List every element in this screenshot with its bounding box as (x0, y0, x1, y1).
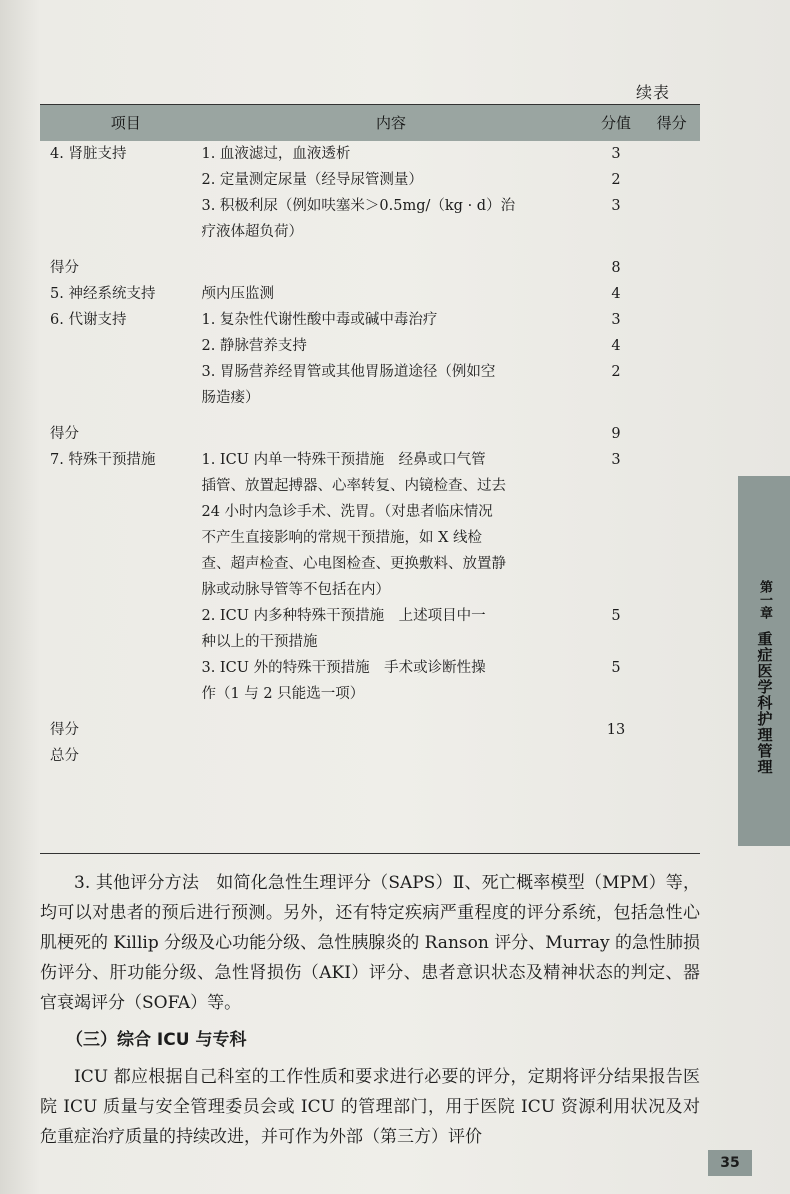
content-line: 颅内压监测 (201, 286, 274, 302)
side-tab-chapter: 第一章 (757, 580, 772, 619)
cell-item: 7. 特殊干预措施 (50, 452, 156, 468)
cell-content (201, 743, 588, 769)
table-row (40, 603, 700, 655)
cell-item: 5. 神经系统支持 (50, 286, 156, 302)
table-row (40, 167, 700, 193)
cell-content (201, 421, 588, 447)
cell-score (643, 167, 700, 193)
header-value: 分值 (589, 105, 644, 142)
content-line: 肠造瘘） (201, 390, 260, 406)
cell-item (40, 167, 201, 193)
cell-value: 9 (611, 426, 621, 442)
content-line: 2. 定量测定尿量（经导尿管测量） (201, 172, 423, 188)
table-row (40, 743, 700, 769)
cell-content (201, 307, 588, 333)
content-line: 1. 复杂性代谢性酸中毒或碱中毒治疗 (201, 312, 438, 328)
content-line: 疗液体超负荷） (201, 224, 303, 240)
cell-score (643, 333, 700, 359)
cell-item: 总分 (50, 748, 79, 764)
header-content: 内容 (201, 105, 588, 142)
cell-value (589, 743, 644, 769)
table-subtotal-row (40, 717, 700, 743)
paragraph-other-methods (40, 868, 700, 1018)
cell-item (40, 655, 201, 707)
cell-value: 13 (606, 722, 626, 738)
cell-value: 4 (611, 338, 621, 354)
cell-score (643, 193, 700, 245)
cell-item: 4. 肾脏支持 (50, 146, 127, 162)
cell-value: 5 (611, 660, 621, 676)
cell-content (201, 603, 588, 655)
table-bottom-rule (40, 853, 700, 854)
cell-value: 3 (611, 312, 621, 328)
cell-score (643, 421, 700, 447)
content-line: 1. 血液滤过，血液透析 (201, 146, 351, 162)
table-body (40, 141, 700, 769)
paragraph-icu-specialty-text: ICU 都应根据自己科室的工作性质和要求进行必要的评分，定期将评分结果报告医院 ICU 质量与安全管理委员会或 ICU 的管理部门，用于医院 ICU 资源利用状况及对危重症治疗质量的持续改进，并可作为外部（第三方）评价 (40, 1067, 700, 1147)
content-line: 脉或动脉导管等不包括在内） (201, 582, 390, 598)
content-line: 查、超声检查、心电图检查、更换敷料、放置静 (201, 556, 506, 572)
table-row (40, 333, 700, 359)
table-row (40, 141, 700, 167)
cell-score (643, 743, 700, 769)
table-header-row (40, 105, 700, 142)
table-row (40, 281, 700, 307)
table-row (40, 655, 700, 707)
table-row (40, 193, 700, 245)
cell-content (201, 167, 588, 193)
cell-score (643, 281, 700, 307)
cell-value: 3 (611, 146, 621, 162)
cell-content (201, 141, 588, 167)
cell-item (40, 193, 201, 245)
content-line: 3. ICU 外的特殊干预措施 手术或诊断性操 (201, 660, 486, 676)
cell-item (40, 359, 201, 411)
cell-value: 8 (611, 260, 621, 276)
content-line: 不产生直接影响的常规干预措施，如 X 线检 (201, 530, 483, 546)
cell-score (643, 359, 700, 411)
content-line: 3. 积极利尿（例如呋塞米＞0.5mg/（kg · d）治 (201, 198, 516, 214)
cell-item: 得分 (50, 722, 79, 738)
cell-content (201, 255, 588, 281)
cell-value: 2 (611, 172, 621, 188)
cell-score (643, 447, 700, 603)
content-line: 3. 胃肠营养经胃管或其他胃肠道途径（例如空 (201, 364, 496, 380)
chapter-side-tab-text (744, 580, 784, 775)
content-line: 2. 静脉营养支持 (201, 338, 307, 354)
page-number: 35 (708, 1150, 752, 1176)
table-gap (40, 411, 700, 421)
cell-score (643, 655, 700, 707)
content-line: 1. ICU 内单一特殊干预措施 经鼻或口气管 (201, 452, 486, 468)
section-heading: （三）综合 ICU 与专科 (66, 1030, 247, 1050)
content-line: 24 小时内急诊手术、洗胃。（对患者临床情况 (201, 504, 493, 520)
cell-value: 4 (611, 286, 621, 302)
content-line: 种以上的干预措施 (201, 634, 318, 650)
cell-content (201, 359, 588, 411)
cell-score (643, 255, 700, 281)
cell-item: 得分 (50, 426, 79, 442)
content-line: 作（1 与 2 只能选一项） (201, 686, 365, 702)
cell-score (643, 307, 700, 333)
score-table (40, 104, 700, 769)
cell-item (40, 603, 201, 655)
cell-content (201, 193, 588, 245)
table-row (40, 307, 700, 333)
cell-value: 5 (611, 608, 621, 624)
table-gap (40, 245, 700, 255)
cell-content (201, 717, 588, 743)
cell-content (201, 333, 588, 359)
table-gap (40, 707, 700, 717)
paragraph-icu-specialty (40, 1062, 700, 1152)
cell-content (201, 655, 588, 707)
table-subtotal-row (40, 255, 700, 281)
cell-value: 3 (611, 452, 621, 468)
table-row (40, 359, 700, 411)
cell-item: 得分 (50, 260, 79, 276)
cell-item (40, 333, 201, 359)
cell-content (201, 281, 588, 307)
cell-score (643, 141, 700, 167)
paragraph-other-methods-text: 3. 其他评分方法 如简化急性生理评分（SAPS）Ⅱ、死亡概率模型（MPM）等，均可以对患者的预后进行预测。另外，还有特定疾病严重程度的评分系统，包括急性心肌梗死的 Killip 分级及心功能分级、急性胰腺炎的 Ranson 评分、Murray 的急性肺损伤评分、肝功能分级、急性肾损伤（AKI）评分、患者意识状态及精神状态的判定、器官衰竭评分（SOFA）等。 (40, 873, 700, 1013)
header-item: 项目 (40, 105, 201, 142)
side-tab-title: 重症医学科护理管理 (755, 631, 774, 775)
cell-value: 3 (611, 198, 621, 214)
cell-content (201, 447, 588, 603)
table-caption: 续表 (636, 83, 671, 102)
cell-value: 2 (611, 364, 621, 380)
cell-score (643, 603, 700, 655)
table-subtotal-row (40, 421, 700, 447)
content-line: 插管、放置起搏器、心率转复、内镜检查、过去 (201, 478, 506, 494)
table-row (40, 447, 700, 603)
content-line: 2. ICU 内多种特殊干预措施 上述项目中一 (201, 608, 486, 624)
cell-item: 6. 代谢支持 (50, 312, 127, 328)
cell-score (643, 717, 700, 743)
header-score: 得分 (643, 105, 700, 142)
